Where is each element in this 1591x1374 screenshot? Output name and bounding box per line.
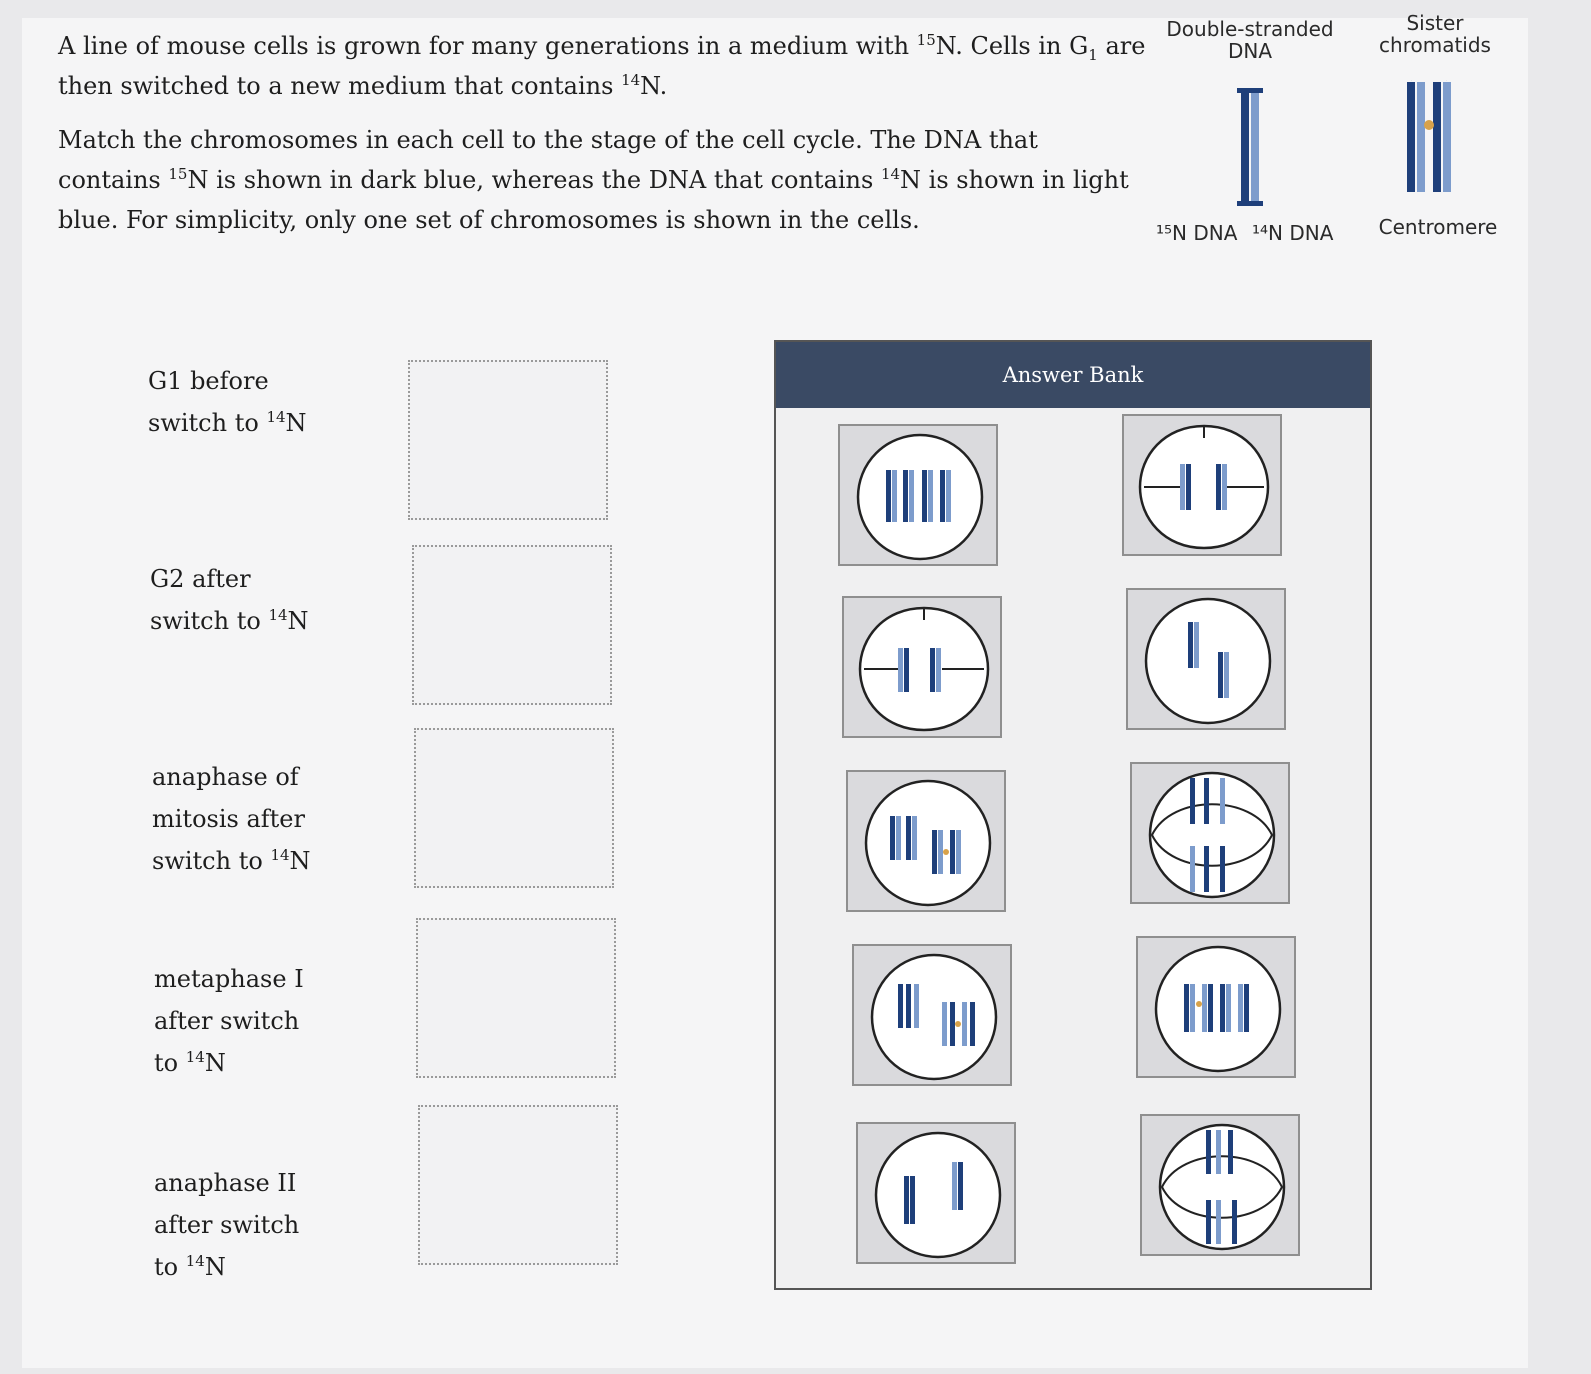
drop-zone-g2-after[interactable] [412, 545, 612, 705]
answer-bank-header: Answer Bank [776, 342, 1370, 408]
answer-bank [774, 340, 1372, 1290]
answer-card-10[interactable] [1140, 1114, 1300, 1256]
answer-card-1[interactable] [838, 424, 998, 566]
answer-card-4[interactable] [1126, 588, 1286, 730]
legend-double-stranded-dna [1237, 88, 1263, 206]
target-label-metaphase-i: metaphase I after switch to $^{14}$N [154, 965, 304, 1077]
legend-centromere-label: Centromere [1378, 215, 1498, 239]
drop-zone-anaphase-mitosis[interactable] [414, 728, 614, 888]
question-paragraph-1: A line of mouse cells is grown for many generations in a medium with $^{15}$N. Cells in $G_1$ are then switched to a new medium that contains $^{14}$N. [58, 31, 1146, 100]
target-label-g1-before: G1 before switch to $^{14}$N [148, 367, 307, 437]
target-label-g2-after: G2 after switch to $^{14}$N [150, 565, 309, 635]
legend-sister-chromatids [1407, 80, 1451, 192]
answer-card-9[interactable] [856, 1122, 1016, 1264]
legend-15n-label: ¹⁵N DNA [1156, 221, 1238, 245]
answer-card-8[interactable] [1136, 936, 1296, 1078]
legend-figure [1225, 80, 1505, 210]
legend-double-stranded-label: Double-stranded DNA [1166, 17, 1334, 63]
answer-card-3[interactable] [842, 596, 1002, 738]
question-text [58, 26, 1148, 254]
drop-zone-metaphase-i[interactable] [416, 918, 616, 1078]
legend-sister-chromatids-label: Sister chromatids [1379, 11, 1491, 57]
target-label-anaphase-ii: anaphase II after switch to $^{14}$N [154, 1169, 300, 1281]
drop-zone-g1-before[interactable] [408, 360, 608, 520]
answer-card-7[interactable] [852, 944, 1012, 1086]
drop-zone-anaphase-ii[interactable] [418, 1105, 618, 1265]
answer-card-6[interactable] [1130, 762, 1290, 904]
legend-14n-label: ¹⁴N DNA [1252, 221, 1334, 245]
target-label-anaphase-mitosis: anaphase of mitosis after switch to $^{14}$N [152, 763, 311, 875]
answer-card-5[interactable] [846, 770, 1006, 912]
question-paragraph-2: Match the chromosomes in each cell to the stage of the cell cycle. The DNA that contains $^{15}$N is shown in dark blue, whereas the DNA that contains $^{14}$N is shown in light blue. For simplicity, only one set of chromosomes is shown in the cells. [58, 126, 1129, 234]
answer-card-2[interactable] [1122, 414, 1282, 556]
